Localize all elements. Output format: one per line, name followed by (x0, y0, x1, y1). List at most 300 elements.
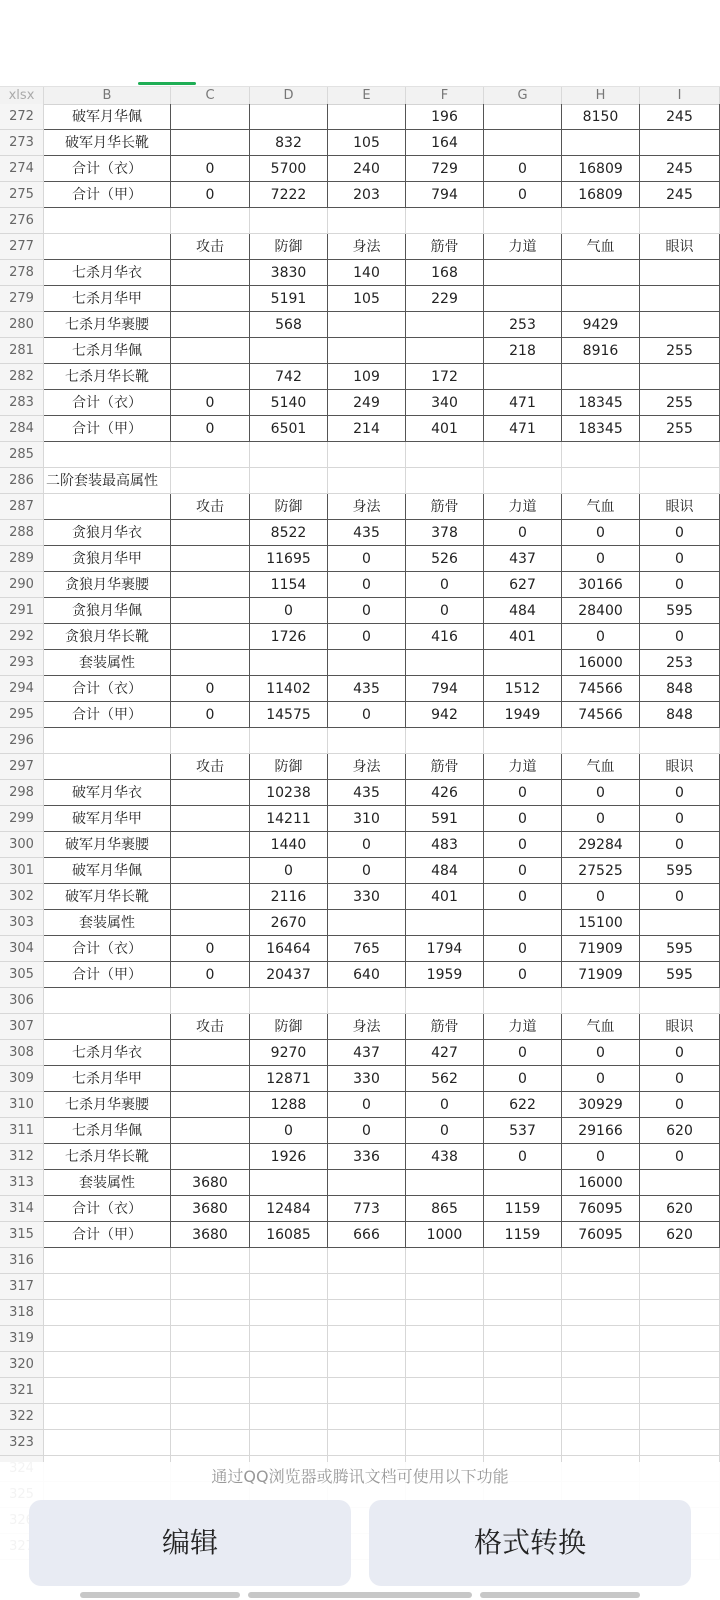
table-cell[interactable] (171, 520, 250, 546)
table-cell[interactable]: 力道 (484, 494, 562, 520)
table-cell[interactable]: 1159 (484, 1222, 562, 1248)
table-cell[interactable]: 筋骨 (406, 1014, 484, 1040)
table-cell[interactable] (171, 1326, 250, 1352)
table-cell[interactable] (562, 208, 640, 234)
table-cell[interactable]: 426 (406, 780, 484, 806)
table-cell[interactable]: 15100 (562, 910, 640, 936)
table-cell[interactable]: 203 (328, 182, 406, 208)
row-number[interactable]: 289 (0, 546, 44, 572)
table-cell[interactable] (484, 1404, 562, 1430)
table-cell[interactable] (406, 468, 484, 494)
table-cell[interactable]: 0 (562, 1040, 640, 1066)
table-cell[interactable] (44, 1352, 171, 1378)
table-cell[interactable]: 401 (406, 416, 484, 442)
table-cell[interactable] (171, 364, 250, 390)
column-header[interactable]: F (406, 87, 484, 104)
table-cell[interactable]: 0 (640, 520, 720, 546)
table-cell[interactable] (484, 650, 562, 676)
table-cell[interactable] (484, 988, 562, 1014)
table-cell[interactable]: 贪狼月华甲 (44, 546, 171, 572)
table-cell[interactable] (562, 1430, 640, 1456)
table-cell[interactable]: 0 (484, 1066, 562, 1092)
table-cell[interactable]: 18345 (562, 390, 640, 416)
table-cell[interactable] (44, 1326, 171, 1352)
table-cell[interactable]: 合计（甲） (44, 702, 171, 728)
table-cell[interactable]: 七杀月华佩 (44, 1118, 171, 1144)
table-cell[interactable] (562, 364, 640, 390)
table-cell[interactable] (44, 494, 171, 520)
table-cell[interactable] (171, 780, 250, 806)
table-cell[interactable]: 七杀月华长靴 (44, 364, 171, 390)
table-cell[interactable]: 0 (484, 156, 562, 182)
row-number[interactable]: 318 (0, 1300, 44, 1326)
table-cell[interactable] (171, 286, 250, 312)
table-cell[interactable]: 340 (406, 390, 484, 416)
table-cell[interactable]: 0 (484, 520, 562, 546)
table-cell[interactable]: 0 (640, 1040, 720, 1066)
table-cell[interactable]: 破军月华长靴 (44, 130, 171, 156)
table-cell[interactable]: 0 (484, 858, 562, 884)
table-cell[interactable]: 0 (484, 884, 562, 910)
table-cell[interactable] (562, 442, 640, 468)
table-cell[interactable]: 套装属性 (44, 650, 171, 676)
table-cell[interactable]: 七杀月华甲 (44, 1066, 171, 1092)
table-cell[interactable]: 合计（甲） (44, 962, 171, 988)
table-cell[interactable]: 3680 (171, 1222, 250, 1248)
table-cell[interactable] (328, 1274, 406, 1300)
table-cell[interactable]: 214 (328, 416, 406, 442)
table-cell[interactable] (484, 260, 562, 286)
table-cell[interactable] (640, 442, 720, 468)
table-cell[interactable]: 765 (328, 936, 406, 962)
table-cell[interactable]: 249 (328, 390, 406, 416)
row-number[interactable]: 311 (0, 1118, 44, 1144)
table-cell[interactable] (640, 910, 720, 936)
table-cell[interactable] (328, 1326, 406, 1352)
table-cell[interactable] (640, 1430, 720, 1456)
table-cell[interactable]: 9270 (250, 1040, 328, 1066)
sheet-tab-bar-segment[interactable] (480, 1592, 640, 1598)
table-cell[interactable]: 30929 (562, 1092, 640, 1118)
table-cell[interactable] (250, 1326, 328, 1352)
table-cell[interactable]: 401 (484, 624, 562, 650)
table-cell[interactable]: 0 (171, 390, 250, 416)
table-cell[interactable]: 218 (484, 338, 562, 364)
table-cell[interactable] (640, 988, 720, 1014)
table-cell[interactable]: 套装属性 (44, 910, 171, 936)
table-cell[interactable] (406, 442, 484, 468)
row-number[interactable]: 293 (0, 650, 44, 676)
table-cell[interactable]: 0 (640, 780, 720, 806)
table-cell[interactable] (406, 910, 484, 936)
table-cell[interactable]: 253 (640, 650, 720, 676)
table-cell[interactable] (44, 754, 171, 780)
table-cell[interactable]: 562 (406, 1066, 484, 1092)
row-number[interactable]: 305 (0, 962, 44, 988)
table-cell[interactable]: 773 (328, 1196, 406, 1222)
table-cell[interactable] (406, 1326, 484, 1352)
table-cell[interactable] (250, 442, 328, 468)
table-cell[interactable] (44, 1430, 171, 1456)
row-number[interactable]: 309 (0, 1066, 44, 1092)
table-cell[interactable]: 245 (640, 182, 720, 208)
table-cell[interactable] (406, 312, 484, 338)
table-cell[interactable]: 105 (328, 286, 406, 312)
table-cell[interactable]: 气血 (562, 754, 640, 780)
table-cell[interactable]: 105 (328, 130, 406, 156)
table-cell[interactable]: 0 (484, 832, 562, 858)
table-cell[interactable]: 合计（甲） (44, 416, 171, 442)
table-cell[interactable]: 255 (640, 338, 720, 364)
table-cell[interactable]: 七杀月华衣 (44, 1040, 171, 1066)
table-cell[interactable]: 0 (328, 832, 406, 858)
table-cell[interactable]: 1926 (250, 1144, 328, 1170)
table-cell[interactable]: 七杀月华甲 (44, 286, 171, 312)
table-cell[interactable]: 794 (406, 676, 484, 702)
table-cell[interactable] (328, 442, 406, 468)
table-cell[interactable]: 8522 (250, 520, 328, 546)
table-cell[interactable] (44, 1248, 171, 1274)
table-cell[interactable]: 0 (562, 1066, 640, 1092)
table-cell[interactable]: 438 (406, 1144, 484, 1170)
table-cell[interactable]: 0 (328, 1118, 406, 1144)
table-cell[interactable]: 力道 (484, 1014, 562, 1040)
table-cell[interactable]: 12871 (250, 1066, 328, 1092)
table-cell[interactable] (250, 988, 328, 1014)
table-cell[interactable]: 0 (171, 156, 250, 182)
table-cell[interactable] (171, 650, 250, 676)
table-cell[interactable]: 16464 (250, 936, 328, 962)
table-cell[interactable]: 3680 (171, 1170, 250, 1196)
table-cell[interactable]: 336 (328, 1144, 406, 1170)
table-cell[interactable]: 10238 (250, 780, 328, 806)
row-number[interactable]: 291 (0, 598, 44, 624)
table-cell[interactable]: 0 (562, 1144, 640, 1170)
table-cell[interactable]: 破军月华佩 (44, 104, 171, 130)
table-cell[interactable]: 595 (640, 936, 720, 962)
table-cell[interactable]: 0 (640, 546, 720, 572)
table-cell[interactable]: 气血 (562, 494, 640, 520)
row-number[interactable]: 317 (0, 1274, 44, 1300)
table-cell[interactable]: 0 (562, 624, 640, 650)
table-cell[interactable] (640, 364, 720, 390)
table-cell[interactable]: 620 (640, 1222, 720, 1248)
table-cell[interactable] (171, 598, 250, 624)
table-cell[interactable]: 套装属性 (44, 1170, 171, 1196)
table-cell[interactable]: 0 (171, 962, 250, 988)
table-cell[interactable]: 74566 (562, 702, 640, 728)
table-cell[interactable]: 27525 (562, 858, 640, 884)
table-cell[interactable]: 攻击 (171, 754, 250, 780)
table-cell[interactable]: 0 (484, 182, 562, 208)
table-cell[interactable]: 5140 (250, 390, 328, 416)
row-number[interactable]: 315 (0, 1222, 44, 1248)
table-cell[interactable] (44, 1378, 171, 1404)
table-cell[interactable] (44, 442, 171, 468)
table-cell[interactable] (328, 1352, 406, 1378)
table-cell[interactable]: 483 (406, 832, 484, 858)
table-cell[interactable] (171, 104, 250, 130)
table-cell[interactable]: 贪狼月华长靴 (44, 624, 171, 650)
table-cell[interactable] (406, 988, 484, 1014)
table-cell[interactable]: 330 (328, 1066, 406, 1092)
table-cell[interactable]: 18345 (562, 416, 640, 442)
row-number[interactable]: 301 (0, 858, 44, 884)
table-cell[interactable]: 防御 (250, 494, 328, 520)
table-cell[interactable]: 16000 (562, 650, 640, 676)
table-cell[interactable] (250, 1170, 328, 1196)
table-cell[interactable] (328, 728, 406, 754)
table-cell[interactable]: 1288 (250, 1092, 328, 1118)
table-cell[interactable]: 5700 (250, 156, 328, 182)
table-cell[interactable] (406, 1274, 484, 1300)
table-cell[interactable]: 七杀月华佩 (44, 338, 171, 364)
table-cell[interactable]: 合计（甲） (44, 182, 171, 208)
table-cell[interactable] (250, 728, 328, 754)
table-cell[interactable]: 贪狼月华裹腰 (44, 572, 171, 598)
row-number[interactable]: 287 (0, 494, 44, 520)
table-cell[interactable] (562, 988, 640, 1014)
table-cell[interactable] (171, 1144, 250, 1170)
row-number[interactable]: 288 (0, 520, 44, 546)
row-number[interactable]: 281 (0, 338, 44, 364)
table-cell[interactable]: 0 (484, 962, 562, 988)
table-cell[interactable]: 合计（甲） (44, 1222, 171, 1248)
table-cell[interactable]: 437 (328, 1040, 406, 1066)
table-cell[interactable]: 破军月华衣 (44, 780, 171, 806)
table-cell[interactable]: 240 (328, 156, 406, 182)
table-cell[interactable] (171, 130, 250, 156)
table-cell[interactable]: 16085 (250, 1222, 328, 1248)
table-cell[interactable]: 0 (328, 858, 406, 884)
row-number[interactable]: 280 (0, 312, 44, 338)
table-cell[interactable] (171, 1092, 250, 1118)
table-cell[interactable]: 0 (640, 1066, 720, 1092)
table-cell[interactable]: 471 (484, 390, 562, 416)
table-cell[interactable] (171, 1352, 250, 1378)
row-number[interactable]: 299 (0, 806, 44, 832)
table-cell[interactable] (484, 1352, 562, 1378)
table-cell[interactable] (484, 104, 562, 130)
table-cell[interactable]: 0 (406, 598, 484, 624)
table-cell[interactable]: 0 (640, 1092, 720, 1118)
row-number[interactable]: 323 (0, 1430, 44, 1456)
table-cell[interactable] (484, 1300, 562, 1326)
table-cell[interactable]: 8916 (562, 338, 640, 364)
row-number[interactable]: 322 (0, 1404, 44, 1430)
table-cell[interactable]: 591 (406, 806, 484, 832)
table-cell[interactable] (250, 1430, 328, 1456)
table-cell[interactable]: 七杀月华衣 (44, 260, 171, 286)
table-cell[interactable]: 贪狼月华佩 (44, 598, 171, 624)
table-cell[interactable]: 眼识 (640, 1014, 720, 1040)
table-cell[interactable] (484, 364, 562, 390)
table-cell[interactable]: 贪狼月华衣 (44, 520, 171, 546)
table-cell[interactable]: 0 (171, 936, 250, 962)
table-cell[interactable]: 0 (406, 1118, 484, 1144)
table-cell[interactable]: 合计（衣） (44, 676, 171, 702)
table-cell[interactable] (328, 208, 406, 234)
table-cell[interactable]: 537 (484, 1118, 562, 1144)
table-cell[interactable]: 二阶套装最高属性 (44, 468, 171, 494)
column-header[interactable]: G (484, 87, 562, 104)
table-cell[interactable]: 742 (250, 364, 328, 390)
table-cell[interactable]: 0 (562, 780, 640, 806)
table-cell[interactable]: 28400 (562, 598, 640, 624)
table-cell[interactable] (328, 1248, 406, 1274)
table-cell[interactable] (406, 650, 484, 676)
table-cell[interactable] (484, 1274, 562, 1300)
table-cell[interactable]: 245 (640, 156, 720, 182)
row-number[interactable]: 292 (0, 624, 44, 650)
table-cell[interactable] (406, 1170, 484, 1196)
table-cell[interactable] (44, 1300, 171, 1326)
table-cell[interactable]: 防御 (250, 754, 328, 780)
table-cell[interactable] (171, 572, 250, 598)
table-cell[interactable] (640, 312, 720, 338)
table-cell[interactable]: 16809 (562, 182, 640, 208)
table-cell[interactable]: 9429 (562, 312, 640, 338)
table-cell[interactable] (640, 260, 720, 286)
table-cell[interactable]: 168 (406, 260, 484, 286)
table-cell[interactable] (562, 260, 640, 286)
table-cell[interactable] (250, 208, 328, 234)
table-cell[interactable]: 0 (250, 598, 328, 624)
table-cell[interactable]: 眼识 (640, 754, 720, 780)
table-cell[interactable]: 破军月华甲 (44, 806, 171, 832)
table-cell[interactable] (250, 1300, 328, 1326)
table-cell[interactable]: 0 (406, 1092, 484, 1118)
table-cell[interactable] (171, 1274, 250, 1300)
table-cell[interactable] (406, 208, 484, 234)
table-cell[interactable]: 合计（衣） (44, 390, 171, 416)
table-cell[interactable] (171, 624, 250, 650)
table-cell[interactable] (406, 1300, 484, 1326)
table-cell[interactable] (250, 468, 328, 494)
table-cell[interactable]: 0 (640, 832, 720, 858)
column-header[interactable]: B (44, 87, 171, 104)
table-cell[interactable] (171, 910, 250, 936)
table-cell[interactable]: 0 (250, 1118, 328, 1144)
table-cell[interactable]: 378 (406, 520, 484, 546)
table-cell[interactable]: 848 (640, 702, 720, 728)
row-number[interactable]: 277 (0, 234, 44, 260)
table-cell[interactable]: 0 (484, 936, 562, 962)
table-cell[interactable]: 255 (640, 416, 720, 442)
column-header[interactable]: C (171, 87, 250, 104)
table-cell[interactable] (171, 442, 250, 468)
table-cell[interactable]: 942 (406, 702, 484, 728)
table-cell[interactable]: 848 (640, 676, 720, 702)
table-cell[interactable]: 416 (406, 624, 484, 650)
table-cell[interactable] (562, 1248, 640, 1274)
table-cell[interactable] (171, 1430, 250, 1456)
table-cell[interactable] (406, 728, 484, 754)
table-cell[interactable]: 0 (640, 884, 720, 910)
table-cell[interactable]: 0 (171, 676, 250, 702)
row-number[interactable]: 282 (0, 364, 44, 390)
table-cell[interactable] (640, 1378, 720, 1404)
table-cell[interactable] (328, 1430, 406, 1456)
table-cell[interactable]: 身法 (328, 234, 406, 260)
table-cell[interactable] (171, 1066, 250, 1092)
table-cell[interactable]: 0 (640, 624, 720, 650)
table-cell[interactable] (562, 728, 640, 754)
table-cell[interactable]: 172 (406, 364, 484, 390)
table-cell[interactable] (406, 338, 484, 364)
sheet-tab-bar-segment[interactable] (248, 1592, 472, 1598)
table-cell[interactable] (406, 1404, 484, 1430)
table-cell[interactable] (171, 1404, 250, 1430)
table-cell[interactable]: 30166 (562, 572, 640, 598)
table-cell[interactable]: 七杀月华长靴 (44, 1144, 171, 1170)
table-cell[interactable] (562, 1300, 640, 1326)
table-cell[interactable]: 330 (328, 884, 406, 910)
table-cell[interactable]: 6501 (250, 416, 328, 442)
table-cell[interactable] (171, 468, 250, 494)
table-cell[interactable] (328, 1300, 406, 1326)
row-number[interactable]: 316 (0, 1248, 44, 1274)
table-cell[interactable] (328, 104, 406, 130)
table-cell[interactable]: 1794 (406, 936, 484, 962)
table-cell[interactable]: 1959 (406, 962, 484, 988)
table-cell[interactable]: 71909 (562, 962, 640, 988)
table-cell[interactable]: 5191 (250, 286, 328, 312)
table-cell[interactable] (44, 988, 171, 1014)
table-cell[interactable]: 破军月华长靴 (44, 884, 171, 910)
table-cell[interactable]: 合计（衣） (44, 1196, 171, 1222)
table-cell[interactable]: 595 (640, 962, 720, 988)
table-cell[interactable] (328, 338, 406, 364)
table-cell[interactable]: 729 (406, 156, 484, 182)
table-cell[interactable]: 622 (484, 1092, 562, 1118)
table-cell[interactable]: 1512 (484, 676, 562, 702)
table-cell[interactable]: 401 (406, 884, 484, 910)
row-number[interactable]: 308 (0, 1040, 44, 1066)
table-cell[interactable] (640, 1326, 720, 1352)
row-number[interactable]: 312 (0, 1144, 44, 1170)
row-number[interactable]: 275 (0, 182, 44, 208)
table-cell[interactable] (640, 728, 720, 754)
table-cell[interactable]: 防御 (250, 234, 328, 260)
table-cell[interactable] (640, 1274, 720, 1300)
table-cell[interactable] (640, 468, 720, 494)
table-cell[interactable]: 14211 (250, 806, 328, 832)
row-number[interactable]: 307 (0, 1014, 44, 1040)
table-cell[interactable]: 109 (328, 364, 406, 390)
table-cell[interactable] (328, 988, 406, 1014)
table-cell[interactable]: 640 (328, 962, 406, 988)
table-cell[interactable] (406, 1352, 484, 1378)
table-cell[interactable] (328, 1378, 406, 1404)
table-cell[interactable]: 29166 (562, 1118, 640, 1144)
table-cell[interactable]: 484 (406, 858, 484, 884)
table-cell[interactable] (171, 832, 250, 858)
row-number[interactable]: 296 (0, 728, 44, 754)
row-number[interactable]: 304 (0, 936, 44, 962)
row-number[interactable]: 319 (0, 1326, 44, 1352)
row-number[interactable]: 295 (0, 702, 44, 728)
table-cell[interactable]: 620 (640, 1196, 720, 1222)
table-cell[interactable]: 1000 (406, 1222, 484, 1248)
table-cell[interactable]: 437 (484, 546, 562, 572)
table-cell[interactable]: 0 (562, 520, 640, 546)
table-cell[interactable]: 身法 (328, 494, 406, 520)
table-cell[interactable] (562, 1274, 640, 1300)
table-cell[interactable]: 0 (640, 806, 720, 832)
edit-button[interactable]: 编辑 (29, 1500, 351, 1586)
row-number[interactable]: 294 (0, 676, 44, 702)
